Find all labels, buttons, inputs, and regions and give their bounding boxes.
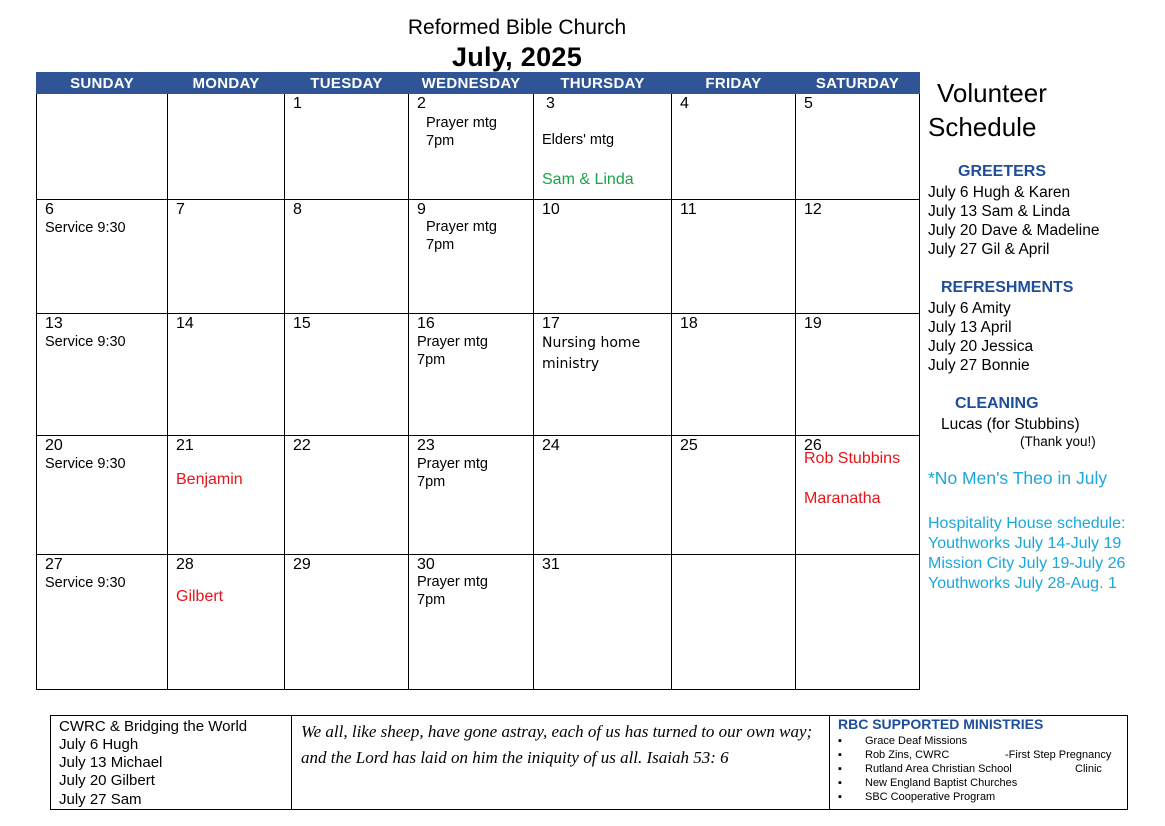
calendar-day-cell <box>285 314 409 436</box>
calendar-event: Prayer mtg 7pm <box>417 574 488 608</box>
calendar-day-cell <box>409 314 534 436</box>
ministry-label: Rob Zins, CWRC <box>865 749 950 761</box>
day-number: 6 <box>45 201 54 218</box>
refreshment-item: July 27 Bonnie <box>928 357 1030 374</box>
calendar-event: Service 9:30 <box>45 334 126 350</box>
day-number: 13 <box>45 315 63 332</box>
day-number: 20 <box>45 437 63 454</box>
calendar-day-cell <box>37 200 168 314</box>
refreshment-item: July 20 Jessica <box>928 338 1034 355</box>
calendar-day-cell <box>534 555 672 690</box>
calendar-day-cell <box>37 436 168 555</box>
refreshments-heading: REFRESHMENTS <box>941 279 1074 296</box>
ministry-item <box>838 748 949 762</box>
cwrc-item: July 27 Sam <box>59 791 142 808</box>
footer-box <box>50 715 1128 810</box>
bullet-icon: ▪ <box>838 777 842 789</box>
calendar-week-row <box>37 200 920 314</box>
calendar-day-cell <box>168 94 285 200</box>
calendar-event: Service 9:30 <box>45 220 126 236</box>
greeter-item: July 20 Dave & Madeline <box>928 222 1100 239</box>
bullet-icon: ▪ <box>838 749 842 761</box>
day-number: 21 <box>176 437 194 454</box>
calendar-day-cell <box>796 314 920 436</box>
calendar-day-cell <box>672 314 796 436</box>
cwrc-schedule <box>51 716 292 809</box>
cleaning-item: Lucas (for Stubbins) <box>941 416 1080 433</box>
cleaning-heading: CLEANING <box>955 395 1039 412</box>
calendar-day-cell <box>285 200 409 314</box>
weekday-header: WEDNESDAY <box>409 73 534 94</box>
calendar-day-cell <box>796 94 920 200</box>
day-number: 17 <box>542 315 560 332</box>
greeter-item: July 6 Hugh & Karen <box>928 184 1071 201</box>
calendar-day-cell <box>285 436 409 555</box>
day-number: 4 <box>680 95 689 112</box>
day-number: 19 <box>804 315 822 332</box>
volunteer-title-line2: Schedule <box>928 112 1037 142</box>
day-number: 27 <box>45 556 63 573</box>
day-number: 14 <box>176 315 194 332</box>
bullet-icon: ▪ <box>838 735 842 747</box>
calendar-event: Prayer mtg 7pm <box>417 334 488 368</box>
calendar-event: Service 9:30 <box>45 575 126 591</box>
scripture-verse-box <box>292 716 830 809</box>
refreshment-item: July 13 April <box>928 319 1012 336</box>
cwrc-item: July 6 Hugh <box>59 736 139 753</box>
refreshment-item: July 6 Amity <box>928 300 1011 317</box>
greeter-item: July 27 Gil & April <box>928 241 1050 258</box>
day-number: 23 <box>417 437 435 454</box>
calendar-event: Nursing home ministry <box>542 335 641 372</box>
calendar-week-row <box>37 314 920 436</box>
day-number: 10 <box>542 201 560 218</box>
hospitality-item: Youthworks July 14-July 19 <box>928 535 1122 552</box>
ministry-label: Rutland Area Christian School <box>865 763 1012 775</box>
day-number: 29 <box>293 556 311 573</box>
calendar-grid <box>36 72 920 690</box>
day-number: 12 <box>804 201 822 218</box>
assigned-name: Benjamin <box>176 471 243 488</box>
assigned-name: Gilbert <box>176 588 224 605</box>
day-number: 24 <box>542 437 560 454</box>
calendar-day-cell <box>796 200 920 314</box>
mens-theo-note: *No Men's Theo in July <box>928 468 1108 488</box>
day-number: 30 <box>417 556 435 573</box>
calendar-day-cell <box>285 555 409 690</box>
calendar-day-cell <box>409 94 534 200</box>
ministry-item <box>838 762 1012 776</box>
day-number: 22 <box>293 437 311 454</box>
volunteer-title-line1: Volunteer <box>937 78 1047 108</box>
ministry-item <box>838 734 967 748</box>
month-title: July, 2025 <box>451 42 583 72</box>
calendar-event: Prayer mtg 7pm <box>426 219 497 253</box>
calendar-week-row <box>37 94 920 200</box>
calendar-week-row <box>37 555 920 690</box>
calendar-day-cell <box>796 436 920 555</box>
calendar-day-cell <box>534 200 672 314</box>
calendar-event: Prayer mtg 7pm <box>426 115 497 149</box>
bullet-icon: ▪ <box>838 763 842 775</box>
assigned-name: Rob Stubbins <box>804 450 901 467</box>
day-number: 16 <box>417 315 435 332</box>
weekday-header: SATURDAY <box>796 73 920 94</box>
assigned-name: Maranatha <box>804 490 881 507</box>
cwrc-item: July 13 Michael <box>59 754 163 771</box>
calendar-day-cell <box>168 314 285 436</box>
day-number: 2 <box>417 95 426 112</box>
calendar-day-cell <box>409 436 534 555</box>
calendar-event: Elders' mtg <box>542 132 615 148</box>
hospitality-item: Youthworks July 28-Aug. 1 <box>928 575 1117 592</box>
day-number: 9 <box>417 201 426 218</box>
supported-ministries <box>830 716 1127 809</box>
cleaning-thanks: (Thank you!) <box>1020 434 1096 449</box>
scripture-verse: We all, like sheep, have gone astray, each of us has turned to our own way; and the Lord has laid on him the iniquity of us all. Isaiah 53: 6 <box>301 722 813 767</box>
day-number: 3 <box>546 95 555 112</box>
calendar-day-cell <box>796 555 920 690</box>
ministry-side-item: Clinic <box>1075 763 1102 775</box>
calendar-day-cell <box>37 555 168 690</box>
day-number: 11 <box>680 201 697 218</box>
day-number: 26 <box>804 437 822 454</box>
ministry-side-item: -First Step Pregnancy <box>1005 749 1112 761</box>
ministry-item <box>838 776 1017 790</box>
calendar-day-cell <box>534 94 672 200</box>
calendar-event: Prayer mtg 7pm <box>417 456 488 490</box>
weekday-header: SUNDAY <box>37 73 168 94</box>
cwrc-item: July 20 Gilbert <box>59 772 155 789</box>
bullet-icon: ▪ <box>838 791 842 803</box>
calendar-day-cell <box>37 94 168 200</box>
ministry-label: New England Baptist Churches <box>865 777 1018 789</box>
calendar-day-cell <box>672 436 796 555</box>
day-number: 28 <box>176 556 194 573</box>
calendar-day-cell <box>672 555 796 690</box>
calendar-day-cell <box>168 555 285 690</box>
calendar-day-cell <box>168 436 285 555</box>
weekday-header: MONDAY <box>168 73 285 94</box>
day-number: 7 <box>176 201 185 218</box>
calendar-day-cell <box>534 436 672 555</box>
calendar-day-cell <box>534 314 672 436</box>
hospitality-item: Mission City July 19-July 26 <box>928 555 1126 572</box>
assigned-name: Sam & Linda <box>542 171 634 188</box>
calendar-day-cell <box>672 94 796 200</box>
day-number: 8 <box>293 201 302 218</box>
calendar-event: Service 9:30 <box>45 456 126 472</box>
ministry-label: Grace Deaf Missions <box>865 735 968 747</box>
calendar-day-cell <box>168 200 285 314</box>
hospitality-heading: Hospitality House schedule: <box>928 515 1126 532</box>
day-number: 18 <box>680 315 698 332</box>
greeters-heading: GREETERS <box>958 163 1047 180</box>
calendar-day-cell <box>409 200 534 314</box>
cwrc-heading: CWRC & Bridging the World <box>59 718 248 735</box>
ministries-heading: RBC SUPPORTED MINISTRIES <box>838 716 1044 732</box>
weekday-header: TUESDAY <box>285 73 409 94</box>
ministry-label: SBC Cooperative Program <box>865 791 996 803</box>
calendar-day-cell <box>409 555 534 690</box>
day-number: 5 <box>804 95 813 112</box>
day-number: 1 <box>293 95 302 112</box>
weekday-header-row <box>37 73 920 94</box>
calendar-day-cell <box>672 200 796 314</box>
ministry-item <box>838 790 995 804</box>
weekday-header: FRIDAY <box>672 73 796 94</box>
greeter-item: July 13 Sam & Linda <box>928 203 1071 220</box>
weekday-header: THURSDAY <box>534 73 672 94</box>
day-number: 25 <box>680 437 698 454</box>
church-name: Reformed Bible Church <box>407 16 627 39</box>
day-number: 15 <box>293 315 311 332</box>
volunteer-title <box>928 76 1047 144</box>
calendar-week-row <box>37 436 920 555</box>
day-number: 31 <box>542 556 560 573</box>
calendar-day-cell <box>285 94 409 200</box>
calendar-day-cell <box>37 314 168 436</box>
